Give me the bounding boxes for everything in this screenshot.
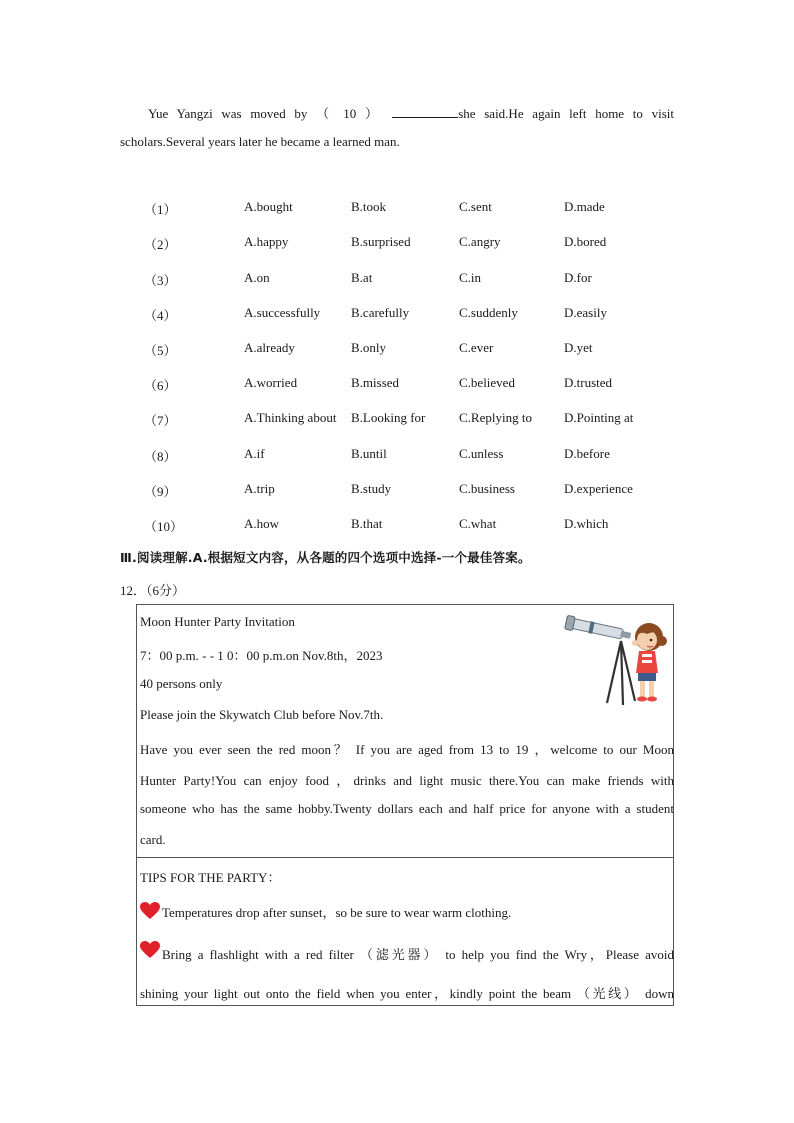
option-b: B.at: [351, 270, 373, 285]
option-d: D.before: [564, 446, 610, 461]
option-b: B.only: [351, 340, 387, 355]
option-c: C.what: [459, 516, 497, 531]
option-d: D.bored: [564, 234, 607, 249]
question-label: （1）: [144, 202, 177, 217]
passage-line-1: [120, 103, 674, 122]
heart-icon: [140, 902, 160, 920]
option-b: B.missed: [351, 375, 400, 390]
option-c: C.ever: [459, 340, 494, 355]
option-c: C.sent: [459, 199, 492, 214]
option-d: D.made: [564, 199, 605, 214]
question-label: （3）: [144, 273, 177, 288]
option-b: B.Looking for: [351, 410, 426, 425]
option-a: A.how: [244, 516, 280, 531]
heart-icon: [140, 941, 160, 959]
option-a: A.bought: [244, 199, 293, 214]
invitation-time: 7：00 p.m. - - 1 0：00 p.m.on Nov.8th，2023: [140, 648, 383, 663]
answer-blank: [392, 105, 458, 118]
option-c: C.unless: [459, 446, 504, 461]
option-d: D.trusted: [564, 375, 613, 390]
question-number: 12．（6分）: [120, 583, 186, 598]
invitation-body-line: someone who has the same hobby.Twenty dollars each and half price for anyone with a student: [140, 801, 674, 816]
invitation-title: Moon Hunter Party Invitation: [140, 614, 295, 629]
option-c: C.business: [459, 481, 515, 496]
option-b: B.that: [351, 516, 383, 531]
option-c: C.believed: [459, 375, 515, 390]
tip-text: Temperatures drop after sunset，so be sure to wear warm clothing.: [162, 905, 512, 920]
question-label: （4）: [144, 308, 177, 323]
invitation-body-line: card.: [140, 832, 166, 847]
section-heading: Ⅲ.阅读理解.A.根据短文内容，从各题的四个选项中选择-一个最佳答案。: [120, 550, 531, 565]
question-label: （7）: [144, 413, 177, 428]
tip-item: [140, 902, 674, 921]
tip-item: [140, 944, 674, 963]
question-label: （10）: [144, 519, 184, 534]
option-a: A.worried: [244, 375, 298, 390]
passage-line-2: scholars.Several years later he became a learned man.: [120, 134, 400, 149]
passage-line-1-start: Yue Yangzi was moved by （ 10 ）: [148, 106, 384, 121]
option-d: D.yet: [564, 340, 593, 355]
option-c: C.suddenly: [459, 305, 518, 320]
option-d: D.which: [564, 516, 609, 531]
option-d: D.Pointing at: [564, 410, 634, 425]
option-a: A.happy: [244, 234, 289, 249]
option-b: B.study: [351, 481, 392, 496]
tips-heading: TIPS FOR THE PARTY：: [140, 870, 281, 885]
invitation-body-line: Hunter Party!You can enjoy food ，drinks and light music there.You can make friends with: [140, 773, 674, 788]
option-c: C.Replying to: [459, 410, 532, 425]
option-c: C.angry: [459, 234, 501, 249]
question-label: （9）: [144, 484, 177, 499]
option-d: D.experience: [564, 481, 633, 496]
question-label: （6）: [144, 378, 177, 393]
option-a: A.on: [244, 270, 270, 285]
option-d: D.for: [564, 270, 592, 285]
option-b: B.surprised: [351, 234, 411, 249]
option-a: A.if: [244, 446, 265, 461]
reading-passage-box: [136, 604, 674, 1006]
invitation-join-note: Please join the Skywatch Club before Nov.7th.: [140, 707, 384, 722]
question-label: （2）: [144, 237, 177, 252]
option-d: D.easily: [564, 305, 607, 320]
option-a: A.trip: [244, 481, 275, 496]
invitation-capacity: 40 persons only: [140, 676, 223, 691]
tip-text: Bring a flashlight with a red filter （滤光器） to help you find the Wry，Please avoid: [162, 947, 674, 962]
option-a: A.already: [244, 340, 295, 355]
passage-line-1-end: she said.He again left home to visit: [458, 106, 675, 121]
option-b: B.until: [351, 446, 387, 461]
question-label: （5）: [144, 343, 177, 358]
option-c: C.in: [459, 270, 482, 285]
tip-text-continued: shining your light out onto the field when you enter，kindly point the beam （光线） down: [140, 986, 674, 1001]
invitation-body-line: Have you ever seen the red moon？ If you are aged from 13 to 19 ，welcome to our Moon: [140, 742, 674, 757]
option-b: B.carefully: [351, 305, 410, 320]
option-b: B.took: [351, 199, 387, 214]
option-a: A.successfully: [244, 305, 321, 320]
box-divider: [137, 857, 673, 858]
question-label: （8）: [144, 449, 177, 464]
option-a: A.Thinking about: [244, 410, 337, 425]
